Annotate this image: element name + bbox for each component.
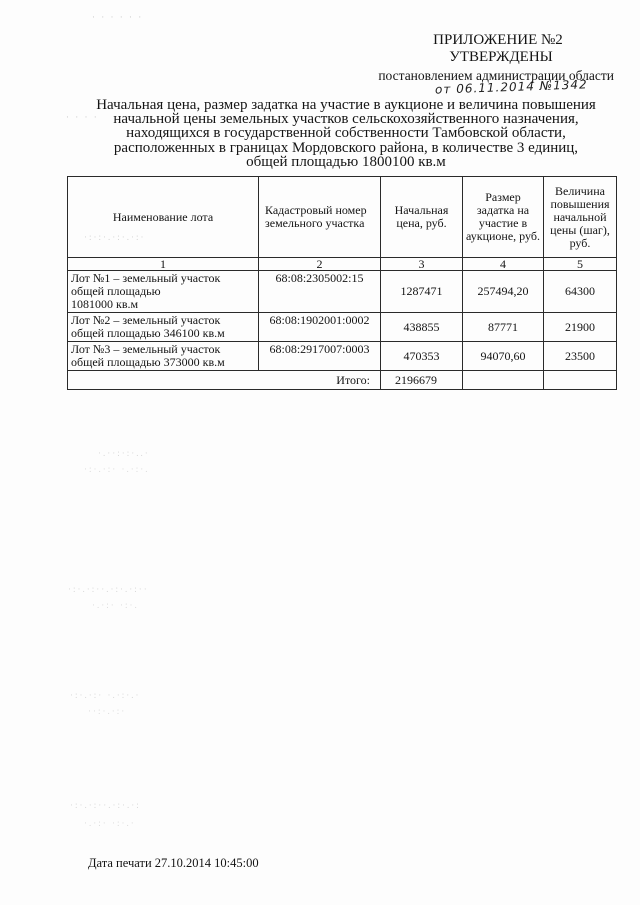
lot-name-cell bbox=[68, 271, 259, 313]
header-price-step: Величина повышения начальной цены (шаг), руб. bbox=[544, 177, 617, 258]
deposit-cell: 94070,60 bbox=[463, 342, 544, 371]
handwritten-decree-date: от 06.11.2014 №1342 bbox=[435, 77, 589, 97]
column-number: 2 bbox=[259, 258, 381, 271]
table-row bbox=[68, 313, 617, 342]
cadastral-number-cell: 68:08:2305002:15 bbox=[259, 271, 381, 313]
total-row bbox=[68, 371, 617, 390]
lot-name-line: общей площадью bbox=[71, 284, 161, 298]
column-number: 4 bbox=[463, 258, 544, 271]
cadastral-number-cell: 68:08:1902001:0002 bbox=[259, 313, 381, 342]
total-label: Итого: bbox=[68, 371, 381, 390]
scan-noise: ·.·:· ·:·. bbox=[92, 600, 139, 610]
lot-name-cell bbox=[68, 313, 259, 342]
scan-noise: ··:·.·:· bbox=[88, 706, 127, 716]
lot-name-line: общей площадью 373000 кв.м bbox=[71, 355, 225, 369]
appendix-title: ПРИЛОЖЕНИЕ №2 bbox=[433, 32, 563, 48]
title-line: расположенных в границах Мордовского района, в количестве 3 единиц, bbox=[113, 139, 579, 156]
approved-label: УТВЕРЖДЕНЫ bbox=[449, 49, 553, 65]
deposit-cell: 87771 bbox=[463, 313, 544, 342]
price-step-cell: 64300 bbox=[544, 271, 617, 313]
deposit-cell: 257494,20 bbox=[463, 271, 544, 313]
column-number: 3 bbox=[381, 258, 463, 271]
price-step-cell: 23500 bbox=[544, 342, 617, 371]
title-line: Начальная цена, размер задатка на участие в аукционе и величина повышения bbox=[96, 97, 596, 113]
starting-price-cell: 470353 bbox=[381, 342, 463, 371]
table-row bbox=[68, 271, 617, 313]
cadastral-number-cell: 68:08:2917007:0003 bbox=[259, 342, 381, 371]
lot-name-line: Лот №2 – земельный участок bbox=[71, 313, 221, 327]
title-line: начальной цены земельных участков сельскохозяйственного назначения, bbox=[113, 111, 579, 128]
scan-noise: ·:·.·:··.·:·.·:·· bbox=[68, 584, 149, 594]
scan-noise: ·.··:·:·..· bbox=[98, 448, 150, 458]
total-value: 2196679 bbox=[381, 371, 463, 390]
document-title bbox=[66, 98, 626, 169]
header-lot-name: Наименование лота bbox=[68, 177, 259, 258]
price-step-cell: 21900 bbox=[544, 313, 617, 342]
column-number: 1 bbox=[68, 258, 259, 271]
header-cadastral-number: Кадастровый номер земельного участка bbox=[259, 177, 381, 258]
scan-noise: · · · · · · bbox=[92, 12, 144, 22]
scan-noise: ·:·:·.·:·.·:· bbox=[84, 232, 146, 242]
scan-noise: ·.·:· ·:·.· bbox=[84, 818, 136, 828]
lot-name-line: общей площадью 346100 кв.м bbox=[71, 326, 225, 340]
title-line: находящихся в государственной собственности Тамбовской области, bbox=[126, 125, 566, 142]
column-number: 5 bbox=[544, 258, 617, 271]
decree-line: постановлением администрации области bbox=[378, 68, 614, 83]
lot-name-line: Лот №3 – земельный участок bbox=[71, 342, 221, 356]
scan-noise: · · · · bbox=[66, 112, 99, 122]
empty-cell bbox=[544, 371, 617, 390]
empty-cell bbox=[463, 371, 544, 390]
scan-noise: ·:·.·:· ·.·:·.· bbox=[70, 690, 141, 700]
scan-noise: ·:·.·:··.·:·.·: bbox=[70, 800, 141, 810]
lot-name-cell bbox=[68, 342, 259, 371]
table-row bbox=[68, 342, 617, 371]
header-deposit: Размер задатка на участие в аукционе, руб. bbox=[463, 177, 544, 258]
column-number-row bbox=[68, 258, 617, 271]
header-starting-price: Начальная цена, руб. bbox=[381, 177, 463, 258]
print-date: Дата печати 27.10.2014 10:45:00 bbox=[88, 856, 259, 870]
starting-price-cell: 438855 bbox=[381, 313, 463, 342]
scan-noise: ·:·.·:· ·.·:·. bbox=[84, 464, 150, 474]
lot-name-line: 1081000 кв.м bbox=[71, 297, 139, 311]
lot-name-line: Лот №1 – земельный участок bbox=[71, 271, 221, 285]
lots-table bbox=[67, 176, 617, 390]
table-header-row bbox=[68, 177, 617, 258]
title-line: общей площадью 1800100 кв.м bbox=[246, 153, 446, 170]
starting-price-cell: 1287471 bbox=[381, 271, 463, 313]
